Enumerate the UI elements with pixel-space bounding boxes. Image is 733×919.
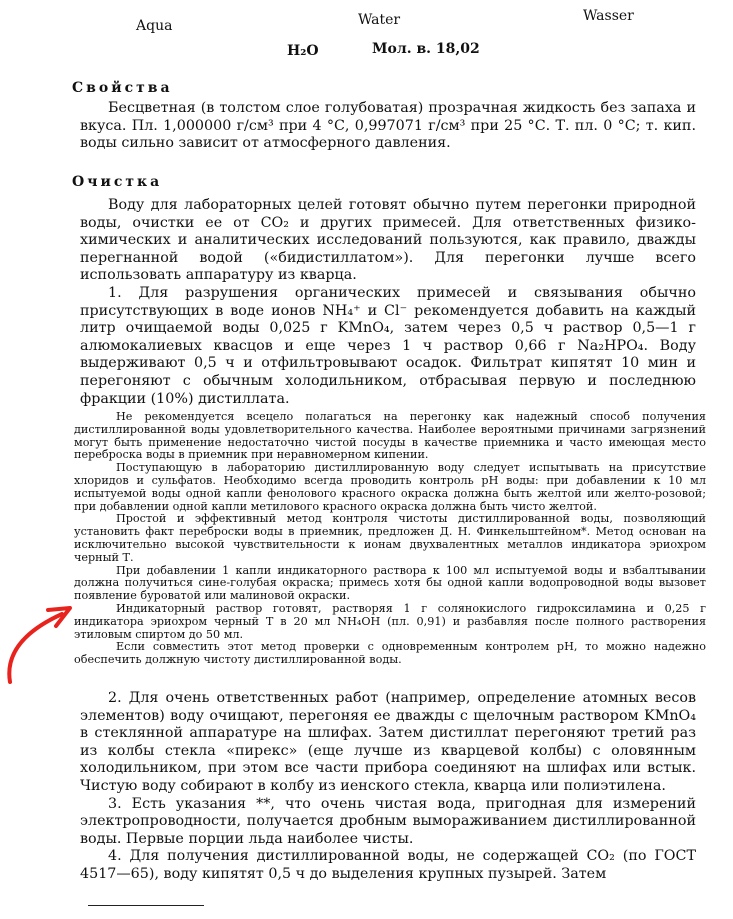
note-combined-check: Если совместить этот метод проверки с одновременным контролем pH, то можно надежно обеспечить должную чистоту дистиллированной воды. [74,640,706,667]
note-indicator-test: При добавлении 1 капли индикаторного раствора к 100 мл испытуемой воды и взбалтывании должна получиться сине-голубая окраска; примесь хотя бы одной капли водопроводной воды вызовет появление буроватой или малиновой окраски. [74,563,706,603]
note-ph-control: Поступающую в лабораторию дистиллированную воду следует испытывать на присутствие хлоридов и сульфатов. Необходимо всегда проводить контроль pH воды: при добавлении к 10 мл испытуемой воды одной капли фенолового красного окраска должна быть желтой или желто-розовой; при добавлении одной капли метилового красного окраска должна быть чисто желтой. [74,461,706,513]
note-distillation-quality: Не рекомендуется всецело полагаться на перегонку как надежный способ получения дистиллированной воды удовлетворительного качества. Наиболее вероятными причинами загрязнений могут быть применение недостаточно чистой посуды в качестве приемника и часто имеющая место переброска воды в приемник при неравномерном кипении. [74,410,706,462]
small-print-notes [74,411,706,667]
properties-text: Бесцветная (в толстом слое голубоватая) прозрачная жидкость без запаха и вкуса. Пл. 1,000000 г/см³ при 4 °С, 0,997071 г/см³ при 25 °С. Т. пл. 0 °С; т. кип. воды сильно зависит от атмосферного давления. [80,100,696,152]
name-german: Wasser [583,8,634,24]
name-latin: Aqua [136,18,173,34]
red-arrow-annotation-icon [0,598,84,684]
note-indicator-solution: Индикаторный раствор готовят, растворяя 1 г солянокислого гидроксиламина и 0,25 г индикатора эриохром черный Т в 20 мл NH₄OH (пл. 0,91) и разбавляя после полного растворения этиловым спиртом до 50 мл. [74,601,706,641]
purification-heading: Очистка [72,174,163,190]
method-1: 1. Для разрушения органических примесей и связывания обычно присутствующих в воде ионов NH₄⁺ и Cl⁻ рекомендуется добавить на каждый литр очищаемой воды 0,025 г KMnO₄, затем через 0,5 ч раствор 0,5—1 г алюмокалиевых квасцов и еще через 1 ч раствор 0,66 г Na₂HPO₄. Воду выдерживают 0,5 ч и отфильтровывают осадок. Фильтрат кипятят 10 мин и перегоняют с обычным холодильником, отбрасывая первую и последнюю фракции (10%) дистиллата. [80,284,696,407]
molecular-weight: Мол. в. 18,02 [372,41,480,57]
properties-section [80,100,696,153]
purification-intro: Воду для лабораторных целей готовят обычно путем перегонки природной воды, очистки ее от CO₂ и других примесей. Для ответственных физико-химических и аналитических исследований пользуются, как правило, дважды перегнанной водой («бидистиллатом»). Для перегонки лучше всего использовать аппаратуру из кварца. [80,197,696,284]
name-english: Water [358,12,401,28]
method-2: 2. Для очень ответственных работ (например, определение атомных весов элементов) воду очищают, перегоняя ее дважды с щелочным раствором KMnO₄ в стеклянной аппаратуре на шлифах. Затем дистиллат перегоняют третий раз из колбы стекла «пирекс» (еще лучше из кварцевой колбы) с оловянным холодильником, при этом все части прибора соединяют на шлифах или встык. Чистую воду собирают в колбу из иенского стекла, кварца или полиэтилена. [80,690,696,794]
properties-heading: Свойства [72,80,173,96]
method-4: 4. Для получения дистиллированной воды, не содержащей CO₂ (по ГОСТ 4517—65), воду кипятят 0,5 ч до выделения крупных пузырей. Затем [80,848,696,882]
purification-intro-block [80,197,696,408]
method-3: 3. Есть указания **, что очень чистая вода, пригодная для измерений электропроводности, получается дробным вымораживанием дистиллированной воды. Первые порции льда наиболее чисты. [80,795,696,847]
note-finkelstein-method: Простой и эффективный метод контроля чистоты дистиллированной воды, позволяющий установить факт переброски воды в приемник, предложен Д. Н. Финкельштейном*. Метод основан на исключительно высокой чувствительности к ионам двухвалентных металлов индикатора эриохром черный Т. [74,512,706,564]
purification-methods-block [80,690,696,884]
chemical-formula: H₂O [287,43,319,59]
footnote-rule [88,905,204,906]
